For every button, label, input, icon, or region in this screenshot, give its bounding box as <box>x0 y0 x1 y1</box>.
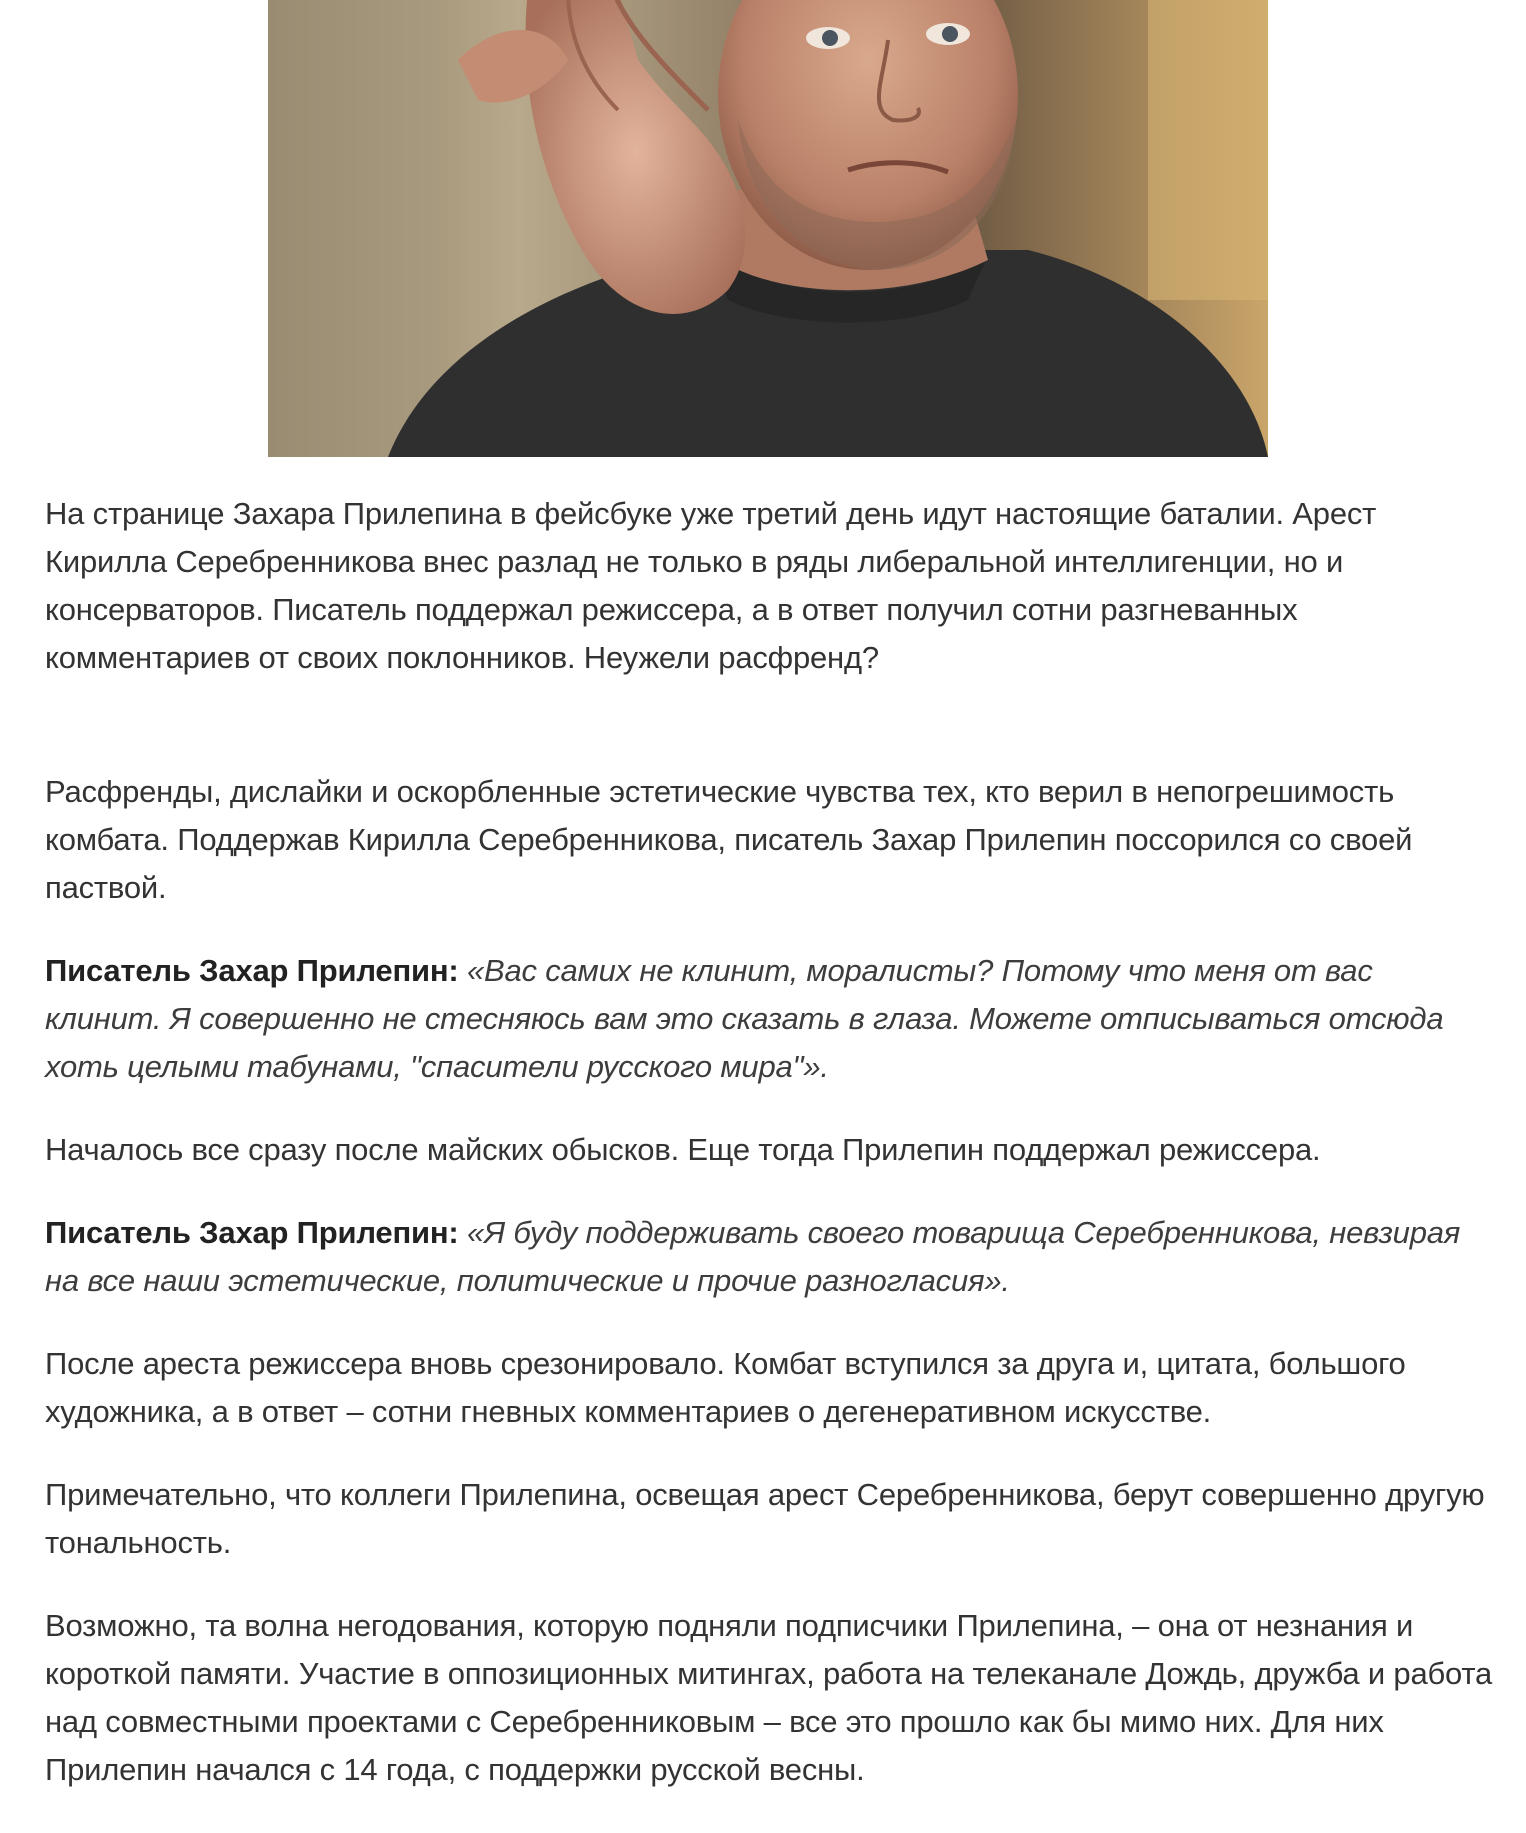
paragraph: Возможно, та волна негодования, которую подняли подписчики Прилепина, – она от незнания и короткой памяти. Участие в оппозиционных митингах, работа на телеканале Дождь, дружба и работа над совместными проектами с Серебренниковым – все это прошло как бы мимо них. Для них Прилепин начался с 14 года, с поддержки русской весны. <box>45 1608 1493 1787</box>
lead-paragraph: На странице Захара Прилепина в фейсбуке уже третий день идут настоящие баталии. Арест Кирилла Серебренникова внес разлад не только в ряды либеральной интеллигенции, но и консерваторов. Писатель поддержал режиссера, а в ответ получил сотни разгневанных комментариев от своих поклонников. Неужели расфренд? <box>45 496 1377 675</box>
quote-author: Писатель Захар Прилепин: <box>45 953 459 988</box>
quote-paragraph <box>45 947 1495 1091</box>
article-body <box>45 490 1495 1794</box>
article-photo <box>268 0 1268 457</box>
quote-text: «Вас самих не клинит, моралисты? Потому что меня от вас клинит. Я совершенно не стесняюсь вам это сказать в глаза. Можете отписываться отсюда хоть целыми табунами, "спасители русского мира"». <box>45 953 1444 1084</box>
paragraph: После ареста режиссера вновь срезонировало. Комбат вступился за друга и, цитата, большого художника, а в ответ – сотни гневных комментариев о дегенеративном искусстве. <box>45 1346 1406 1429</box>
portrait-image <box>268 0 1268 457</box>
quote-paragraph <box>45 1209 1495 1305</box>
quote-text: «Я буду поддерживать своего товарища Серебренникова, невзирая на все наши эстетические, политические и прочие разногласия». <box>45 1215 1461 1298</box>
paragraph: Примечательно, что коллеги Прилепина, освещая арест Серебренникова, берут совершенно другую тональность. <box>45 1477 1485 1560</box>
paragraph: Расфренды, дислайки и оскорбленные эстетические чувства тех, кто верил в непогрешимость комбата. Поддержав Кирилла Серебренникова, писатель Захар Прилепин поссорился со своей паствой. <box>45 774 1413 905</box>
quote-author: Писатель Захар Прилепин: <box>45 1215 459 1250</box>
paragraph: Началось все сразу после майских обысков. Еще тогда Прилепин поддержал режиссера. <box>45 1132 1321 1167</box>
